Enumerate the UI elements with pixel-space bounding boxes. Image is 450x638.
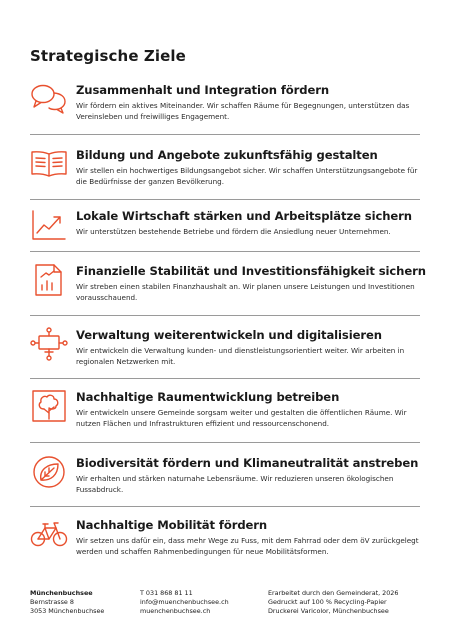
goal-description: Wir fördern ein aktives Miteinander. Wir schaffen Räume für Begegnungen, unterstützen das Vereinsleben und freiwilliges Engagement. <box>76 101 410 121</box>
network-monitor-icon <box>30 327 68 361</box>
goal-description: Wir setzen uns dafür ein, dass mehr Wege zu Fuss, mit dem Fahrrad oder dem öV zurückgelegt werden und schaffen Rahmenbedingungen für neue Mobilitätsformen. <box>76 536 419 556</box>
goal-description: Wir streben einen stabilen Finanzhaushalt an. Wir planen unsere Leistungen und Investitionen vorausschauend. <box>76 282 415 302</box>
goal-heading: Nachhaltige Raumentwicklung betreiben <box>76 390 340 404</box>
finance-document-icon <box>30 263 68 297</box>
goal-heading: Lokale Wirtschaft stärken und Arbeitsplätze sichern <box>76 209 412 223</box>
trend-chart-icon <box>30 208 68 242</box>
goal-item <box>30 82 420 147</box>
goal-heading: Nachhaltige Mobilität fördern <box>76 518 268 532</box>
goal-item <box>30 327 420 392</box>
speech-bubbles-icon <box>30 82 68 116</box>
goal-description: Wir entwickeln die Verwaltung kunden- und dienstleistungsorientiert weiter. Wir arbeiten in regionalen Netzwerken mit. <box>76 346 405 366</box>
goal-item <box>30 517 420 582</box>
goal-item <box>30 389 420 454</box>
footer-phone: T 031 868 81 11 <box>140 589 193 597</box>
footer-address <box>30 589 104 616</box>
goal-heading: Biodiversität fördern und Klimaneutralität anstreben <box>76 456 419 470</box>
divider <box>30 199 420 200</box>
goal-heading: Bildung und Angebote zukunftsfähig gestalten <box>76 148 378 162</box>
bicycle-icon <box>30 517 68 551</box>
footer-credit-line: Erarbeitet durch den Gemeinderat, 2026 <box>268 589 399 597</box>
tree-icon <box>30 389 68 423</box>
footer-credits <box>268 589 398 616</box>
goal-description: Wir entwickeln unsere Gemeinde sorgsam weiter und gestalten die öffentlichen Räume. Wir nutzen Flächen und Infrastrukturen effizient und ressourcenschonend. <box>76 408 407 428</box>
goal-item <box>30 147 420 212</box>
open-book-icon <box>30 147 68 181</box>
goal-heading: Finanzielle Stabilität und Investitionsfähigkeit sichern <box>76 264 426 278</box>
leaf-icon <box>30 455 68 489</box>
divider <box>30 378 420 379</box>
divider <box>30 134 420 135</box>
goal-heading: Verwaltung weiterentwickeln und digitalisieren <box>76 328 382 342</box>
page-title: Strategische Ziele <box>30 47 186 65</box>
divider <box>30 442 420 443</box>
goal-description: Wir erhalten und stärken naturnahe Lebensräume. Wir reduzieren unseren ökologischen Fussabdruck. <box>76 474 394 494</box>
footer-org-name: Münchenbuchsee <box>30 589 93 597</box>
goal-heading: Zusammenhalt und Integration fördern <box>76 83 329 97</box>
goal-description: Wir stellen ein hochwertiges Bildungsangebot sicher. Wir schaffen Unterstützungsangebote für die Bedürfnisse der ganzen Bevölkerung. <box>76 166 418 186</box>
footer-credit-line: Druckerei Varicolor, Münchenbuchsee <box>268 607 389 615</box>
footer-contact <box>140 589 229 616</box>
goal-description: Wir unterstützen bestehende Betriebe und fördern die Ansiedlung neuer Unternehmen. <box>76 227 391 236</box>
footer-email-link[interactable]: info@muenchenbuchsee.ch <box>140 598 229 606</box>
divider <box>30 506 420 507</box>
divider <box>30 251 420 252</box>
footer-website-link[interactable]: muenchenbuchsee.ch <box>140 607 211 615</box>
footer-city: 3053 Münchenbuchsee <box>30 607 105 615</box>
footer-street: Bernstrasse 8 <box>30 598 74 606</box>
goal-item <box>30 455 420 520</box>
footer-credit-line: Gedruckt auf 100 % Recycling-Papier <box>268 598 387 606</box>
divider <box>30 315 420 316</box>
goal-item <box>30 263 426 328</box>
